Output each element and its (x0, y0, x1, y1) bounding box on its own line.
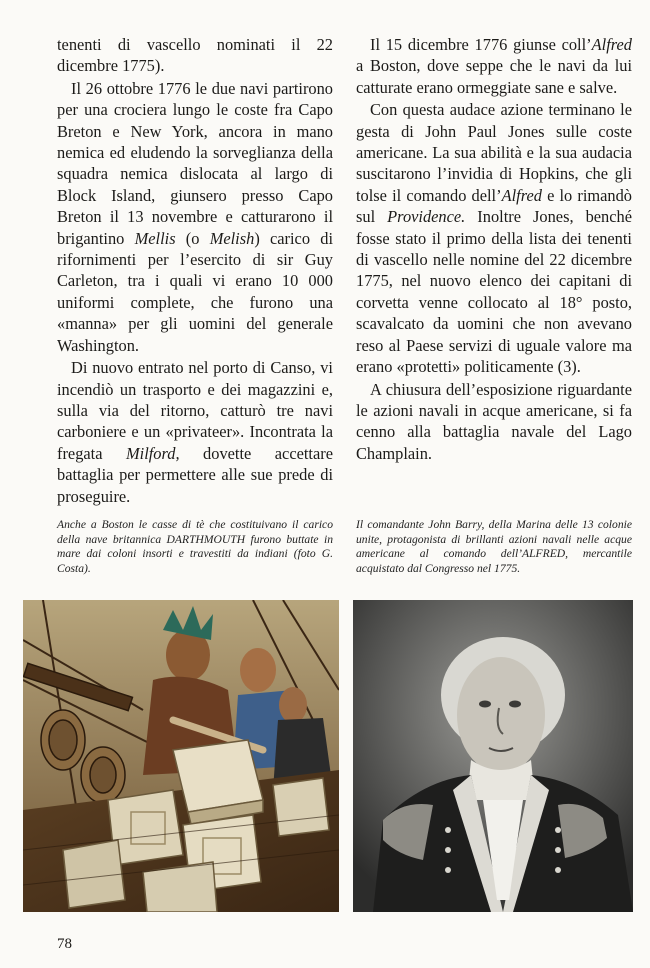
paragraph: Di nuovo entrato nel porto di Canso, vi incendiò un trasporto e dei magazzini e, sulla via del ritorno, catturò tre navi carboniere e un «privateer». Incontrata la fregata Milford, dovette accettare battaglia per permettere alle sue prede di proseguire. (57, 358, 333, 506)
paragraph: Il 26 ottobre 1776 le due navi partirono per una crociera lungo le coste fra Capo Breton e New York, ancora in mano nemica ed eludendo la sorveglianza della squadra nemica dislocata al largo di Block Island, giunsero presso Capo Breton il 13 novembre e catturarono il brigantino Mellis (o Melish) carico di rifornimenti per l’esercito di sir Guy Carleton, tra i quali vi erano 10 000 uniformi complete, che furono una «manna» per gli uomini del generale Washington. (57, 78, 333, 355)
ship-name: Milford, (125, 443, 180, 463)
ship-name: Mellis (134, 228, 176, 248)
page-number: 78 (57, 936, 72, 952)
caption-left: Anche a Boston le casse di tè che costituivano il carico della nave britannica DARTHMOUTH furono buttate in mare dai coloni insorti e travestiti da indiani (foto G. Costa). (57, 518, 333, 575)
paragraph: A chiusura dell’esposizione riguardante le azioni navali in acque americane, si fa cenno alla battaglia navale del Lago Champlain. (356, 379, 632, 463)
john-barry-portrait (353, 600, 633, 912)
boston-tea-party-illustration (23, 600, 339, 912)
ship-name: Providence. (387, 207, 466, 227)
text-column-left (57, 34, 333, 507)
text-column-right (356, 34, 632, 464)
paragraph: Il 15 dicembre 1776 giunse coll’Alfred a Boston, dove seppe che le navi da lui catturate erano ormeggiate sane e salve. (356, 35, 632, 97)
paragraph: tenenti di vascello nominati il 22 dicembre 1775). (57, 35, 333, 76)
paragraph: Con questa audace azione terminano le gesta di John Paul Jones sulle coste americane. La sua abilità e la sua audacia suscitarono l’invidia di Hopkins, che gli tolse il comando dell’Alfred e lo rimandò sul Providence. Inoltre Jones, benché fosse stato il primo della lista dei tenenti di vascello nelle nomine del 22 dicembre 1775, nel nuovo elenco dei capitani di corvetta venne collocato al 18° posto, scavalcato da uomini che non avevano reso al Paese servizi di uguale valore ma erano «protetti» politicamente (3). (356, 100, 632, 377)
ship-name: Alfred (501, 185, 542, 205)
caption-right: Il comandante John Barry, della Marina delle 13 colonie unite, protagonista di brillanti azioni navali nelle acque americane al comando dell’ALFRED, mercantile acquistato dal Congresso nel 1775. (356, 518, 632, 575)
ship-name: Alfred (591, 35, 632, 54)
ship-name: Melish (209, 228, 255, 248)
